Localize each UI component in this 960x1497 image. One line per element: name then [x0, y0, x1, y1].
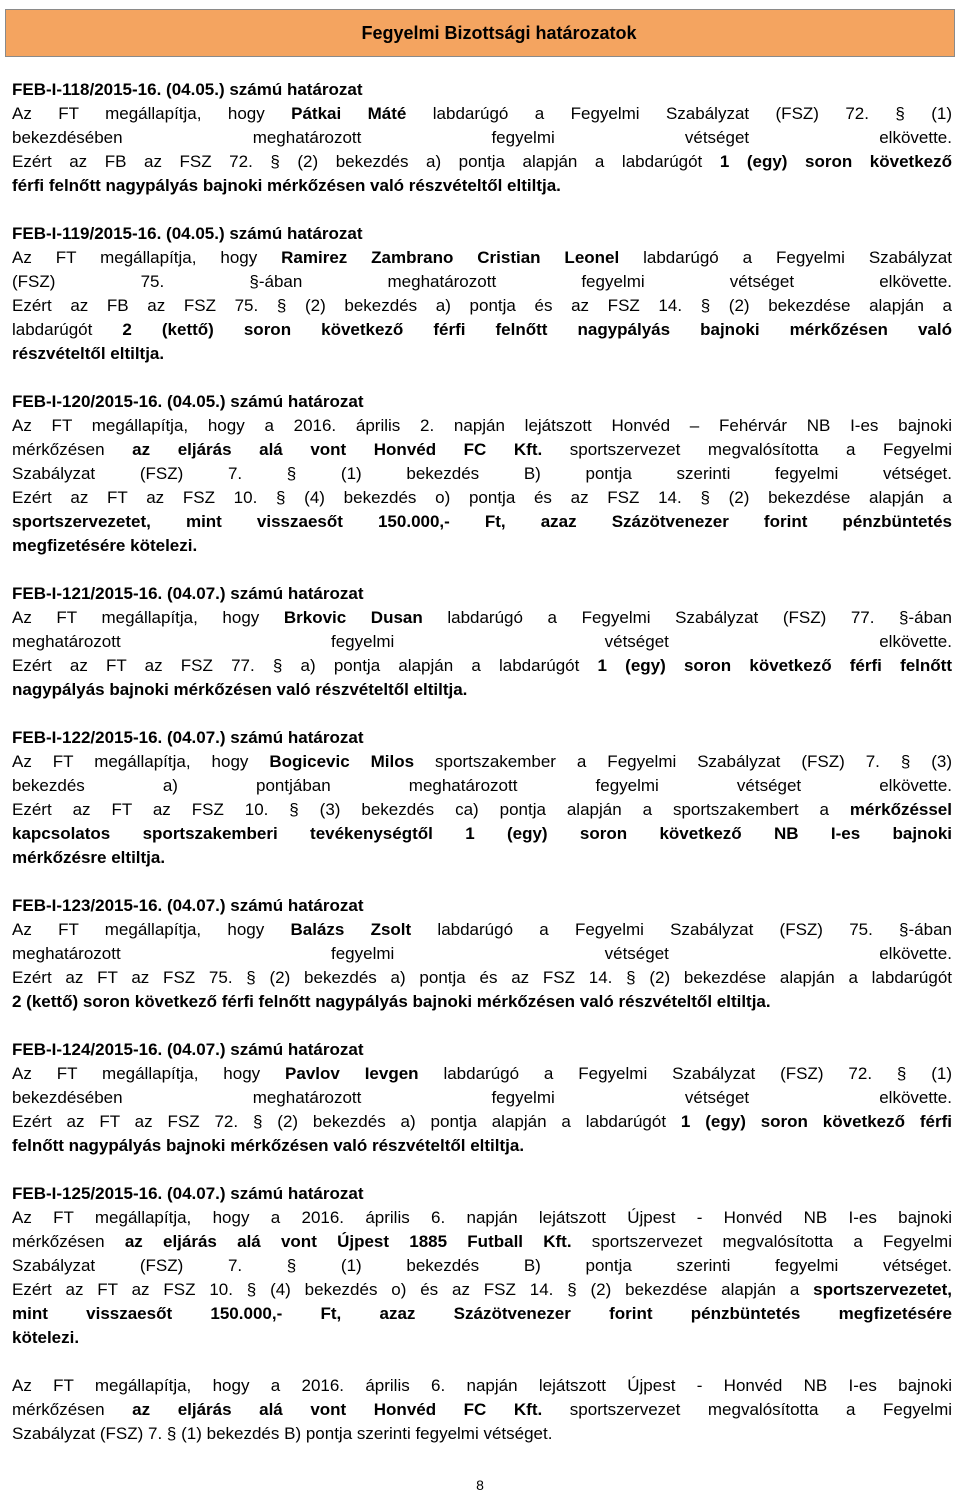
bold-text: 1 (egy) soron következő — [719, 152, 952, 171]
text: Ezért az FT az FSZ 75. § (2) bekezdés a) pontja és az FSZ 14. § (2) bekezdése alapján a labdarúgót — [12, 968, 952, 987]
decision-text-line — [12, 414, 952, 438]
decision-block — [12, 1038, 952, 1158]
decision-text-line — [12, 1062, 952, 1086]
text: Ezért az FT az FSZ 77. § a) pontja alapján a labdarúgót — [12, 656, 598, 675]
text: Ezért az FT az FSZ 10. § (4) bekezdés o) és az FSZ 14. § (2) bekezdése alapján a — [12, 1280, 814, 1299]
text: Az FT megállapítja, hogy — [12, 104, 292, 123]
text: sportszervezet megvalósította a Fegyelmi — [542, 440, 952, 459]
decision-text-line — [12, 318, 952, 342]
bold-text: mérkőzéssel — [849, 800, 952, 819]
text: labdarúgó a Fegyelmi Szabályzat (FSZ) 77. §-ában — [422, 608, 952, 627]
decision-text-line — [12, 1110, 952, 1134]
decision-text-line — [12, 846, 952, 870]
text: Ezért az FB az FSZ 75. § (2) bekezdés a) pontja és az FSZ 14. § (2) bekezdése alapján a — [12, 296, 952, 315]
text: Ezért az FT az FSZ 72. § (2) bekezdés a) pontja alapján a labdarúgót — [12, 1112, 681, 1131]
decision-text-line — [12, 150, 952, 174]
text: Az FT megállapítja, hogy — [12, 920, 291, 939]
decisions-document — [12, 78, 952, 1470]
bold-text: 1 (egy) soron következő férfi felnőtt — [597, 656, 952, 675]
decision-block — [12, 390, 952, 558]
text: (FSZ) 75. §-ában meghatározott fegyelmi vétséget elkövette. — [12, 272, 952, 291]
decision-block — [12, 582, 952, 702]
bold-text: megfizetésére kötelezi. — [12, 536, 198, 555]
text: bekezdésében meghatározott fegyelmi vétséget elkövette. — [12, 128, 952, 147]
decision-text-line — [12, 774, 952, 798]
decision-text-line — [12, 174, 952, 198]
decision-block — [12, 726, 952, 870]
text: Ezért az FT az FSZ 10. § (4) bekezdés o) pontja és az FSZ 14. § (2) bekezdése alapján a — [12, 488, 952, 507]
decision-block — [12, 1182, 952, 1350]
text: labdarúgó a Fegyelmi Szabályzat (FSZ) 72. § (1) — [418, 1064, 952, 1083]
bold-text: felnőtt nagypályás bajnoki mérkőzésen való részvételtől eltiltja. — [12, 1136, 525, 1155]
decision-heading: FEB-I-118/2015-16. (04.05.) számú határozat — [12, 80, 363, 99]
decision-text-line — [12, 1374, 952, 1398]
text: mérkőzésen — [12, 1232, 125, 1251]
decision-text-line — [12, 1086, 952, 1110]
decision-text-line — [12, 990, 952, 1014]
decision-text-line — [12, 534, 952, 558]
text: Az FT megállapítja, hogy a 2016. április 6. napján lejátszott Újpest - Honvéd NB I-es bajnoki — [12, 1376, 952, 1395]
bold-text: Pátkai Máté — [291, 104, 407, 123]
bold-text: az eljárás alá vont Újpest 1885 Futball Kft. — [124, 1232, 572, 1251]
decision-text-line — [12, 1134, 952, 1158]
decision-text-line — [12, 1206, 952, 1230]
decision-text-line — [12, 678, 952, 702]
text: Ezért az FB az FSZ 72. § (2) bekezdés a) pontja alapján a labdarúgót — [12, 152, 720, 171]
decision-heading: FEB-I-124/2015-16. (04.07.) számú határozat — [12, 1040, 364, 1059]
bold-text: 2 (kettő) soron következő férfi felnőtt nagypályás bajnoki mérkőzésen való — [122, 320, 952, 339]
decision-text-line — [12, 1398, 952, 1422]
decision-text-line — [12, 654, 952, 678]
decision-block — [12, 894, 952, 1014]
decision-heading: FEB-I-123/2015-16. (04.07.) számú határozat — [12, 896, 364, 915]
decision-heading: FEB-I-122/2015-16. (04.07.) számú határozat — [12, 728, 364, 747]
text: labdarúgó a Fegyelmi Szabályzat (FSZ) 75. §-ában — [411, 920, 952, 939]
text: Az FT megállapítja, hogy — [12, 1064, 286, 1083]
text: Az FT megállapítja, hogy — [12, 608, 284, 627]
text: meghatározott fegyelmi vétséget elkövette. — [12, 944, 952, 963]
bold-text: sportszervezetet, mint visszaesőt 150.000,- Ft, azaz Százötvenezer forint pénzbüntetés — [12, 512, 952, 531]
decision-block — [12, 78, 952, 198]
bold-text: Bogicevic Milos — [269, 752, 415, 771]
bold-text: sportszervezetet, — [813, 1280, 952, 1299]
decision-heading: FEB-I-125/2015-16. (04.07.) számú határozat — [12, 1184, 364, 1203]
text: mérkőzésen — [12, 440, 133, 459]
decision-text-line — [12, 750, 952, 774]
decision-text-line — [12, 1422, 952, 1446]
decision-heading: FEB-I-119/2015-16. (04.05.) számú határozat — [12, 224, 363, 243]
decision-text-line — [12, 462, 952, 486]
decision-text-line — [12, 1254, 952, 1278]
text: mérkőzésen — [12, 1400, 133, 1419]
decision-text-line — [12, 246, 952, 270]
bold-text: kötelezi. — [12, 1328, 80, 1347]
text: meghatározott fegyelmi vétséget elkövette. — [12, 632, 952, 651]
text: Ezért az FT az FSZ 10. § (3) bekezdés ca) pontja alapján a sportszakembert a — [12, 800, 850, 819]
bold-text: Pavlov Ievgen — [285, 1064, 419, 1083]
decision-heading: FEB-I-121/2015-16. (04.07.) számú határozat — [12, 584, 364, 603]
page-number: 8 — [476, 1477, 484, 1493]
bold-text: Balázs Zsolt — [290, 920, 412, 939]
bold-text: férfi felnőtt nagypályás bajnoki mérkőzésen való részvételtől eltiltja. — [12, 176, 561, 195]
text: Az FT megállapítja, hogy a 2016. április 2. napján lejátszott Honvéd – Fehérvár NB I-es bajnoki — [12, 416, 952, 435]
text: Az FT megállapítja, hogy — [12, 248, 282, 267]
bold-text: 2 (kettő) soron következő férfi felnőtt nagypályás bajnoki mérkőzésen való részvételtől eltiltja. — [12, 992, 771, 1011]
decision-text-line — [12, 606, 952, 630]
text: Szabályzat (FSZ) 7. § (1) bekezdés B) pontja szerinti fegyelmi vétséget. — [12, 1424, 553, 1443]
decision-text-line — [12, 918, 952, 942]
bold-text: mint visszaesőt 150.000,- Ft, azaz Százötvenezer forint pénzbüntetés megfizetésére — [12, 1304, 952, 1323]
decision-text-line — [12, 126, 952, 150]
bold-text: az eljárás alá vont Honvéd FC Kft. — [132, 440, 543, 459]
bold-text: kapcsolatos sportszakemberi tevékenységtől 1 (egy) soron következő NB I-es bajnoki — [12, 824, 952, 843]
text: Az FT megállapítja, hogy a 2016. április 6. napján lejátszott Újpest - Honvéd NB I-es bajnoki — [12, 1208, 952, 1227]
bold-text: mérkőzésre eltiltja. — [12, 848, 166, 867]
decision-text-line — [12, 798, 952, 822]
decision-text-line — [12, 1278, 952, 1302]
decision-text-line — [12, 438, 952, 462]
text: Az FT megállapítja, hogy — [12, 752, 270, 771]
decision-text-line — [12, 486, 952, 510]
bold-text: az eljárás alá vont Honvéd FC Kft. — [132, 1400, 543, 1419]
decision-text-line — [12, 1326, 952, 1350]
bold-text: nagypályás bajnoki mérkőzésen való részvételtől eltiltja. — [12, 680, 468, 699]
text: Szabályzat (FSZ) 7. § (1) bekezdés B) pontja szerinti fegyelmi vétséget. — [12, 1256, 952, 1275]
text: Szabályzat (FSZ) 7. § (1) bekezdés B) pontja szerinti fegyelmi vétséget. — [12, 464, 952, 483]
decision-text-line — [12, 1230, 952, 1254]
text: bekezdésében meghatározott fegyelmi vétséget elkövette. — [12, 1088, 952, 1107]
decision-text-line — [12, 630, 952, 654]
text: labdarúgó a Fegyelmi Szabályzat (FSZ) 72. § (1) — [406, 104, 952, 123]
text: labdarúgó a Fegyelmi Szabályzat — [619, 248, 952, 267]
decision-text-line — [12, 966, 952, 990]
decision-text-line — [12, 510, 952, 534]
page-title-banner — [5, 9, 955, 57]
decision-text-line — [12, 822, 952, 846]
decision-block — [12, 1374, 952, 1446]
page-title: Fegyelmi Bizottsági határozatok — [361, 22, 637, 43]
decision-text-line — [12, 342, 952, 366]
text: labdarúgót — [12, 320, 123, 339]
bold-text: részvételtől eltiltja. — [12, 344, 165, 363]
decision-block — [12, 222, 952, 366]
bold-text: Ramirez Zambrano Cristian Leonel — [281, 248, 620, 267]
decision-text-line — [12, 102, 952, 126]
text: sportszakember a Fegyelmi Szabályzat (FSZ) 7. § (3) — [414, 752, 952, 771]
decision-text-line — [12, 1302, 952, 1326]
decision-text-line — [12, 294, 952, 318]
bold-text: Brkovic Dusan — [283, 608, 423, 627]
bold-text: 1 (egy) soron következő férfi — [680, 1112, 952, 1131]
text: sportszervezet megvalósította a Fegyelmi — [571, 1232, 952, 1251]
decision-heading: FEB-I-120/2015-16. (04.05.) számú határozat — [12, 392, 364, 411]
decision-text-line — [12, 270, 952, 294]
text: sportszervezet megvalósította a Fegyelmi — [542, 1400, 952, 1419]
text: bekezdés a) pontjában meghatározott fegyelmi vétséget elkövette. — [12, 776, 952, 795]
decision-text-line — [12, 942, 952, 966]
